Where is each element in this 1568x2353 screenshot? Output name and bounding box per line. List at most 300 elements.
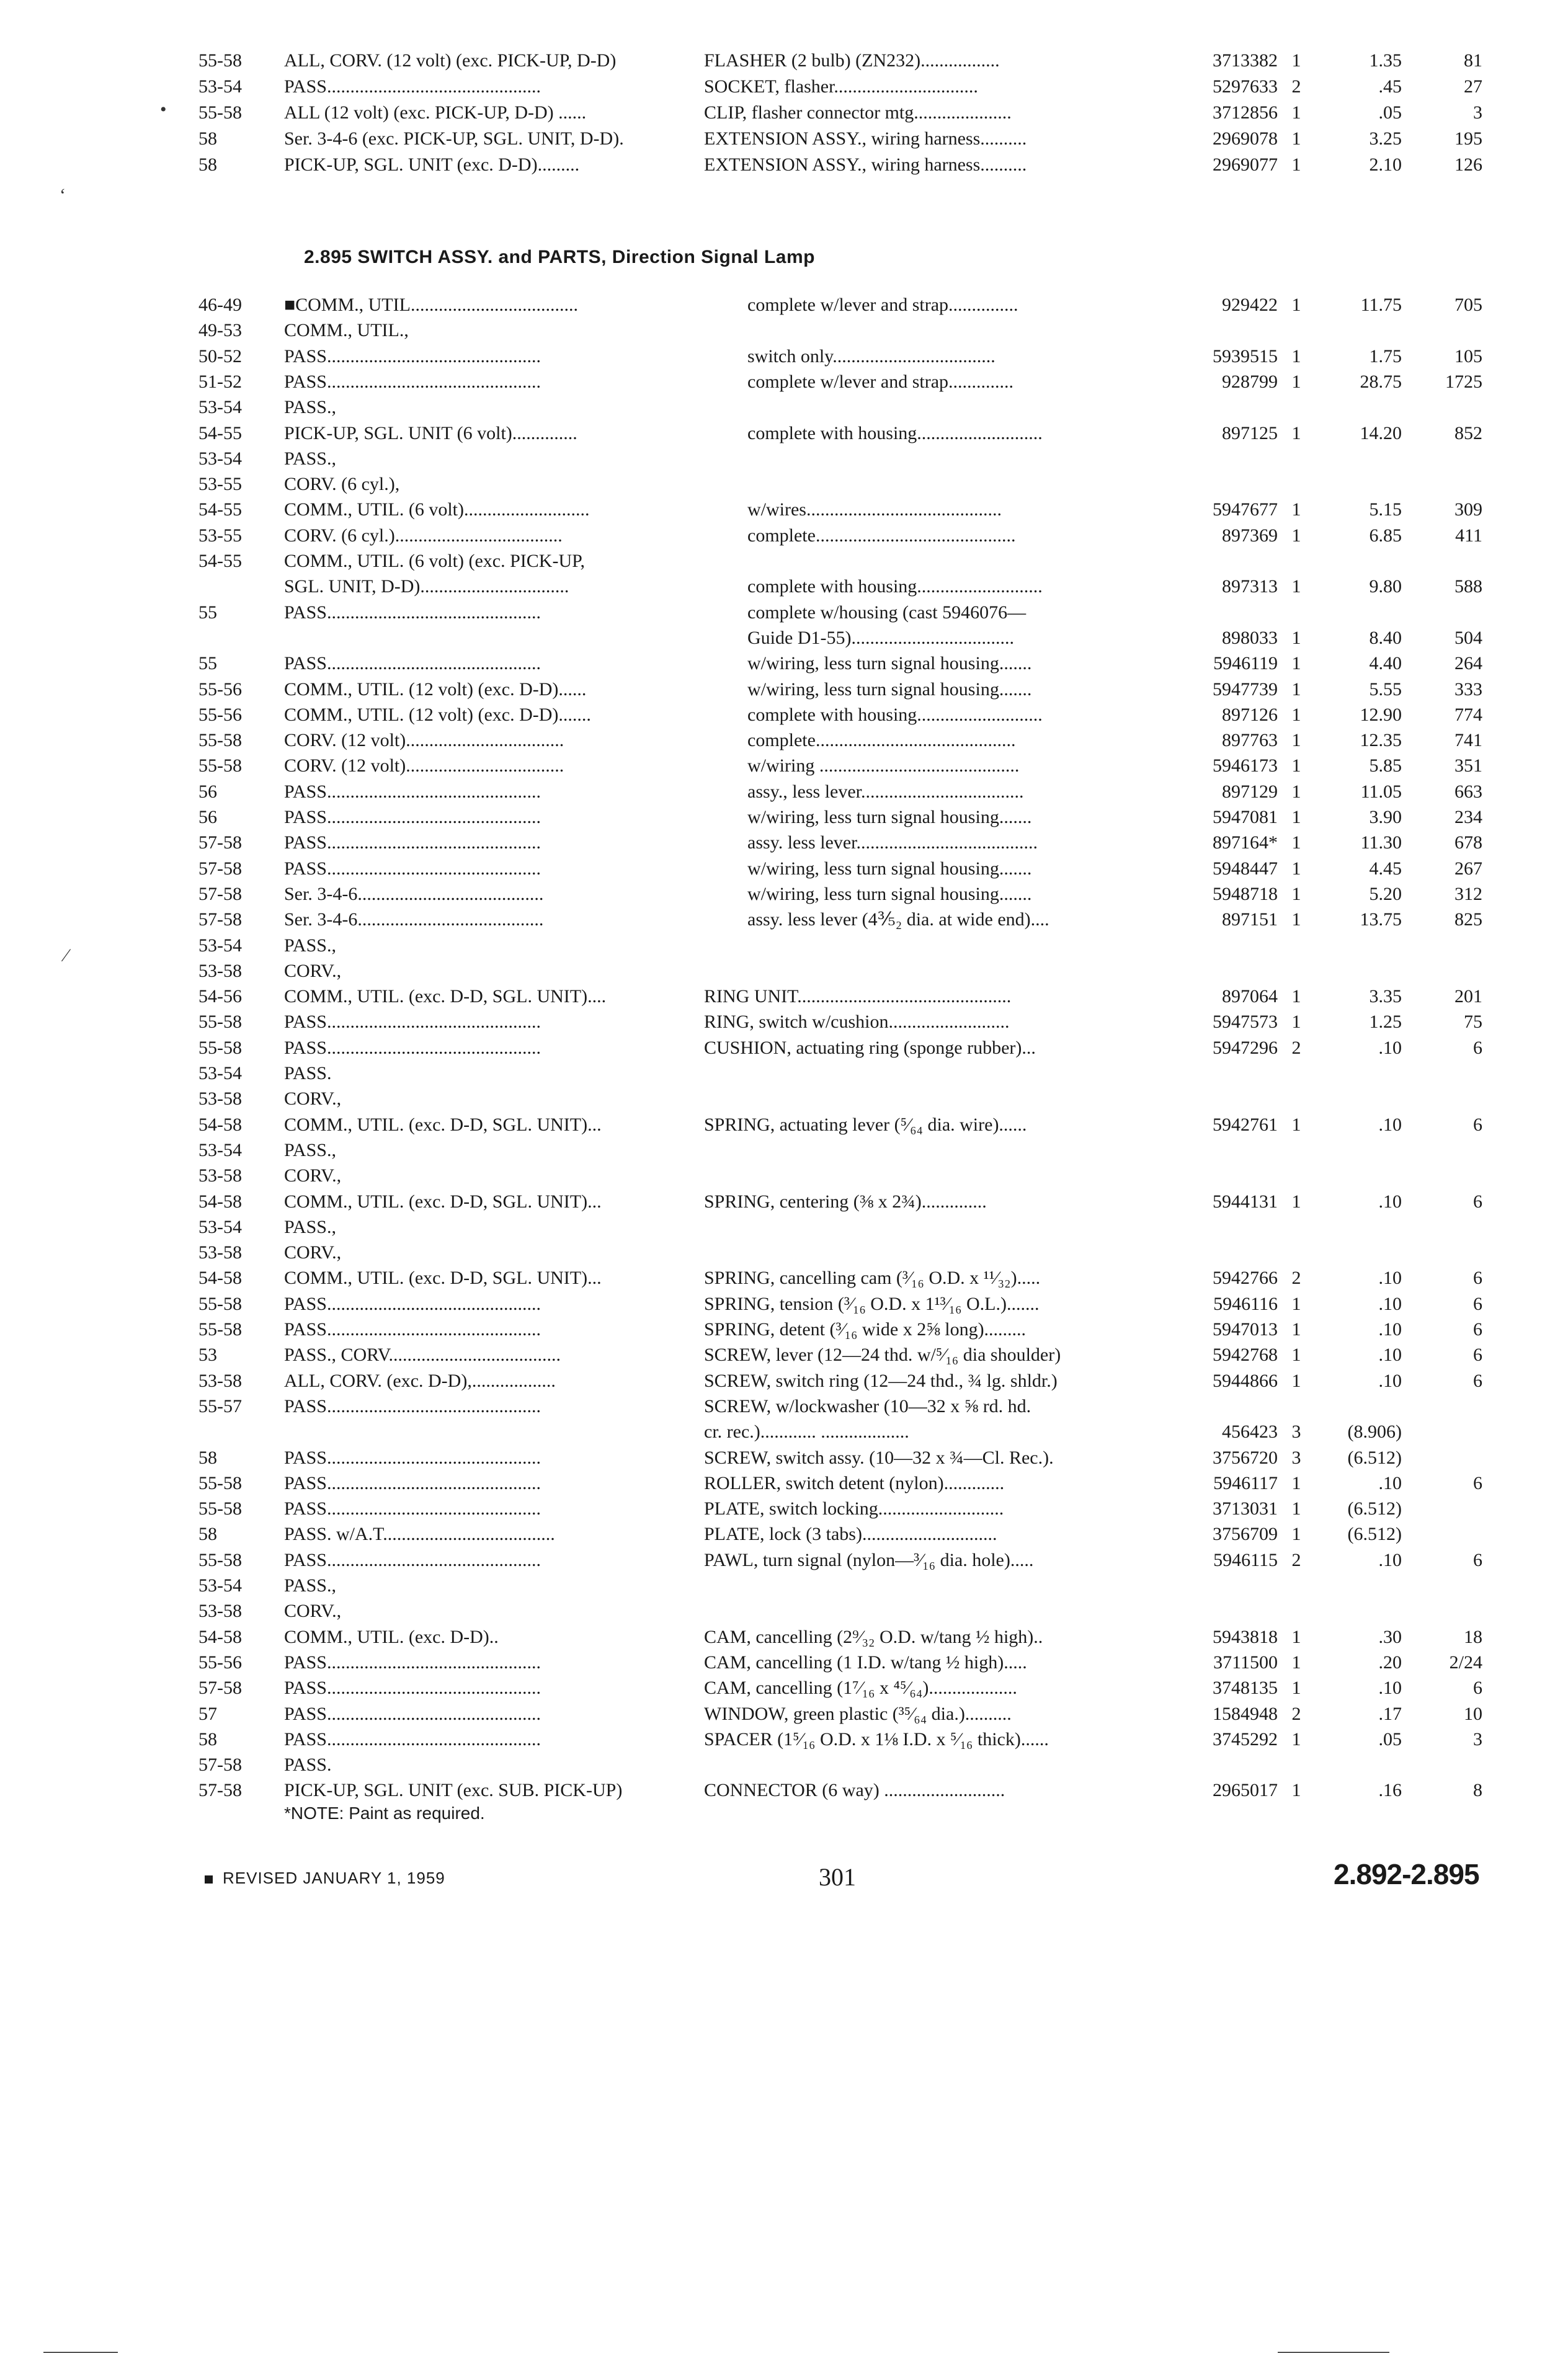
list-price-cell: 6 [1473,1549,1482,1570]
table-row [0,1446,1568,1470]
part-number-cell: 5947739 [1213,678,1278,700]
years-cell: 53-54 [198,935,242,956]
quantity-cell: 1 [1291,1498,1301,1519]
quantity-cell: 1 [1291,909,1301,930]
part-number-cell: 2965017 [1213,1780,1278,1801]
model-cell: PASS., CORV..................................... [284,1345,561,1366]
margin-tick: ʻ [60,185,66,205]
model-cell: PICK-UP, SGL. UNIT (exc. SUB. PICK-UP) [284,1780,623,1801]
model-cell: COMM., UTIL., [284,320,409,341]
model-cell: CORV., [284,960,342,981]
years-cell: 55-56 [198,1652,242,1673]
part-cell: w/wiring, less turn signal housing....... [747,883,1032,904]
list-price-cell: 18 [1464,1626,1482,1647]
years-cell: 57-58 [198,883,242,904]
table-row [0,1599,1568,1624]
model-cell: CORV., [284,1165,342,1186]
part-cell: w/wiring, less turn signal housing....... [747,678,1032,700]
table-row [0,344,1568,369]
quantity-cell: 1 [1291,653,1301,674]
table-row [0,856,1568,881]
list-price-cell: 6 [1473,1678,1482,1699]
model-cell: PASS.............................................. [284,1395,541,1417]
list-price-cell: 6 [1473,1472,1482,1493]
table-row [0,805,1568,830]
table-row [0,1548,1568,1573]
table-row [0,1650,1568,1675]
years-cell: 57 [198,1703,217,1724]
years-cell: 55-58 [198,1293,242,1314]
list-price-cell: 126 [1454,154,1482,175]
table-row [0,754,1568,778]
part-number-cell: 897064 [1222,986,1278,1007]
table-row [0,677,1568,702]
model-cell: COMM., UTIL. (6 volt) (exc. PICK-UP, [284,551,585,571]
price-cell: .10 [1378,1472,1402,1493]
quantity-cell: 2 [1291,1703,1301,1724]
quantity-cell: 1 [1291,1370,1301,1391]
quantity-cell: 1 [1291,627,1301,648]
price-cell: 2.10 [1369,154,1402,175]
part-number-cell: 5947573 [1213,1012,1278,1033]
table-row [0,74,1568,99]
quantity-cell: 1 [1291,371,1301,392]
table-row [0,100,1568,125]
years-cell: 57-58 [198,1755,242,1776]
price-cell: .10 [1378,1293,1402,1314]
part-cell: SCREW, switch assy. (10—32 x ¾—Cl. Rec.). [704,1447,1054,1468]
list-price-cell: 312 [1454,883,1482,904]
table-row [0,1190,1568,1214]
quantity-cell: 1 [1291,1191,1301,1212]
part-number-cell: 5946119 [1213,653,1278,674]
part-cell: SPRING, cancelling cam (³⁄₁₆ O.D. x ¹¹⁄₃₂)..... [704,1268,1041,1289]
years-cell: 53-58 [198,960,242,981]
years-cell: 55 [198,602,217,623]
model-cell: PASS.............................................. [284,781,541,802]
part-cell: CLIP, flasher connector mtg..................... [704,102,1012,123]
list-price-cell: 825 [1454,909,1482,930]
quantity-cell: 1 [1291,730,1301,751]
quantity-cell: 1 [1291,1114,1301,1135]
years-cell: 53-54 [198,1063,242,1083]
table-row [0,1266,1568,1291]
quantity-cell: 1 [1291,1319,1301,1340]
years-cell: 53-54 [198,397,242,418]
price-cell: .10 [1378,1037,1402,1058]
table-row [0,703,1568,727]
square-bullet-icon [205,1875,213,1884]
list-price-cell: 195 [1454,128,1482,149]
list-price-cell: 852 [1454,422,1482,443]
years-cell: 57-58 [198,909,242,930]
price-cell: .10 [1378,1678,1402,1699]
part-cell: CONNECTOR (6 way) .......................... [704,1780,1005,1801]
years-cell: 55-58 [198,1498,242,1519]
price-cell: 28.75 [1360,371,1402,392]
table-row [0,370,1568,394]
model-cell: ■COMM., UTIL.................................... [284,295,578,315]
years-cell: 57-58 [198,858,242,879]
years-cell: 55-58 [198,755,242,776]
model-cell: COMM., UTIL. (exc. D-D, SGL. UNIT)... [284,1114,602,1135]
list-price-cell: 705 [1454,295,1482,315]
years-cell: 58 [198,1447,217,1468]
quantity-cell: 2 [1291,1549,1301,1570]
price-cell: .05 [1378,102,1402,123]
list-price-cell: 588 [1454,576,1482,597]
list-price-cell: 678 [1454,832,1482,853]
price-cell: .10 [1378,1345,1402,1366]
list-price-cell: 411 [1455,525,1482,546]
table-row [0,1215,1568,1240]
price-cell: 5.55 [1369,678,1402,700]
part-cell: RING UNIT.............................................. [704,986,1012,1007]
part-cell: w/wires.......................................... [747,499,1002,520]
list-price-cell: 267 [1454,858,1482,879]
price-cell: (6.512) [1347,1498,1402,1519]
part-cell: CAM, cancelling (1 I.D. w/tang ½ high)..... [704,1652,1027,1673]
table-row [0,1702,1568,1727]
quantity-cell: 1 [1291,1728,1301,1750]
model-cell: PASS.............................................. [284,1012,541,1033]
list-price-cell: 264 [1454,653,1482,674]
table-row [0,497,1568,522]
table-row [0,48,1568,73]
table-row [0,830,1568,855]
table-row [0,318,1568,343]
price-cell: 11.30 [1360,832,1402,853]
model-cell: COMM., UTIL. (exc. D-D, SGL. UNIT)... [284,1191,602,1212]
years-cell: 55-58 [198,1319,242,1340]
model-cell: PASS.............................................. [284,1703,541,1724]
table-row [0,1625,1568,1650]
part-number-cell: 897151 [1222,909,1278,930]
table-row [0,882,1568,907]
years-cell: 55-58 [198,102,242,123]
model-cell: PASS.............................................. [284,1293,541,1314]
quantity-cell: 1 [1291,1012,1301,1033]
quantity-cell: 1 [1291,781,1301,802]
list-price-cell: 6 [1473,1037,1482,1058]
years-cell: 55-58 [198,1549,242,1570]
table-row [0,780,1568,804]
years-cell: 53-58 [198,1601,242,1622]
quantity-cell: 1 [1291,345,1301,367]
model-cell: PASS.............................................. [284,1728,541,1750]
part-cell: Guide D1-55)................................... [747,627,1014,648]
model-cell: Ser. 3-4-6........................................ [284,883,544,904]
quantity-cell: 1 [1291,499,1301,520]
part-number-cell: 5946116 [1213,1293,1278,1314]
part-number-cell: 5947296 [1213,1037,1278,1058]
price-cell: 8.40 [1369,627,1402,648]
table-row [0,1778,1568,1803]
list-price-cell: 10 [1464,1703,1482,1724]
model-cell: COMM., UTIL. (exc. D-D, SGL. UNIT)... [284,1268,602,1289]
model-cell: CORV., [284,1242,342,1263]
part-cell: assy., less lever................................... [747,781,1024,802]
model-cell: PASS.............................................. [284,1549,541,1570]
table-row [0,907,1568,932]
model-cell: PASS., [284,448,336,469]
quantity-cell: 1 [1291,1293,1301,1314]
model-cell: CORV., [284,1088,342,1110]
list-price-cell: 234 [1454,807,1482,827]
list-price-cell: 3 [1473,102,1482,123]
price-cell: (6.512) [1347,1447,1402,1468]
paint-note: *NOTE: Paint as required. [284,1804,485,1823]
years-cell: 53-58 [198,1165,242,1186]
table-row [0,574,1568,599]
table-row [0,1036,1568,1061]
model-cell: PICK-UP, SGL. UNIT (6 volt).............. [284,422,577,443]
years-cell: 53-54 [198,76,242,97]
table-row [0,1471,1568,1496]
quantity-cell: 1 [1291,422,1301,443]
quantity-cell: 1 [1291,525,1301,546]
part-number-cell: 2969078 [1213,128,1278,149]
table-row [0,959,1568,984]
table-row [0,1522,1568,1547]
table-row [0,395,1568,420]
table-row [0,728,1568,753]
list-price-cell: 6 [1473,1293,1482,1314]
table-row [0,984,1568,1009]
years-cell: 53-54 [198,1139,242,1160]
list-price-cell: 6 [1473,1191,1482,1212]
price-cell: 4.40 [1369,653,1402,674]
list-price-cell: 309 [1454,499,1482,520]
model-cell: PASS., [284,1216,336,1237]
years-cell: 58 [198,128,217,149]
years-cell: 53-54 [198,448,242,469]
model-cell: COMM., UTIL. (exc. D-D).. [284,1626,499,1647]
years-cell: 54-58 [198,1268,242,1289]
page-number: 301 [819,1863,856,1891]
model-cell: PASS. [284,1063,332,1083]
margin-tick: ⁄ [65,945,68,966]
part-cell: SPACER (1⁵⁄₁₆ O.D. x 1⅛ I.D. x ⁵⁄₁₆ thick)...... [704,1728,1049,1750]
revised-text: REVISED JANUARY 1, 1959 [223,1869,445,1887]
list-price-cell: 6 [1473,1370,1482,1391]
model-cell: CORV. (6 cyl.), [284,474,400,495]
model-cell: ALL (12 volt) (exc. PICK-UP, D-D) ...... [284,102,587,123]
table-row [0,626,1568,651]
years-cell: 57-58 [198,1678,242,1699]
price-cell: 5.15 [1369,499,1402,520]
part-number-cell: 897313 [1222,576,1278,597]
quantity-cell: 1 [1291,1524,1301,1545]
price-cell: .16 [1378,1780,1402,1801]
model-cell: PASS.............................................. [284,1678,541,1699]
table-row [0,1573,1568,1598]
part-number-cell: 2969077 [1213,154,1278,175]
part-cell: cr. rec.)............ ................... [704,1421,909,1443]
part-number-cell: 5947081 [1213,807,1278,827]
model-cell: PASS.............................................. [284,832,541,853]
table-row [0,651,1568,676]
price-cell: .10 [1378,1114,1402,1135]
quantity-cell: 1 [1291,295,1301,315]
model-cell: PASS.............................................. [284,76,541,97]
price-cell: 13.75 [1360,909,1402,930]
part-number-cell: 5946115 [1213,1549,1278,1570]
part-number-cell: 3748135 [1213,1678,1278,1699]
table-row [0,1420,1568,1444]
years-cell: 55-56 [198,678,242,700]
table-row [0,1240,1568,1265]
price-cell: 3.90 [1369,807,1402,827]
part-number-cell: 456423 [1222,1421,1278,1443]
part-number-cell: 3712856 [1213,102,1278,123]
section-heading: 2.895 SWITCH ASSY. and PARTS, Direction Signal Lamp [304,247,815,267]
years-cell: 58 [198,154,217,175]
price-cell: .10 [1378,1370,1402,1391]
years-cell: 54-55 [198,551,242,571]
quantity-cell: 1 [1291,576,1301,597]
table-row [0,1061,1568,1086]
part-number-cell: 5939515 [1213,345,1278,367]
price-cell: 11.75 [1360,295,1402,315]
list-price-cell: 333 [1454,678,1482,700]
table-row [0,1727,1568,1752]
quantity-cell: 1 [1291,807,1301,827]
price-cell: 11.05 [1360,781,1402,802]
part-number-cell: 898033 [1222,627,1278,648]
part-cell: SCREW, lever (12—24 thd. w/⁵⁄₁₆ dia shoulder) [704,1345,1061,1366]
table-row [0,293,1568,318]
price-cell: .45 [1378,76,1402,97]
price-cell: .30 [1378,1626,1402,1647]
years-cell: 55-58 [198,1037,242,1058]
model-cell: CORV., [284,1601,342,1622]
part-number-cell: 5942766 [1213,1268,1278,1289]
model-cell: PASS.............................................. [284,1447,541,1468]
part-number-cell: 5297633 [1213,76,1278,97]
price-cell: 12.35 [1360,730,1402,751]
years-cell: 54-58 [198,1114,242,1135]
years-cell: 55-57 [198,1395,242,1417]
part-number-cell: 929422 [1222,295,1278,315]
part-number-cell: 5948718 [1213,883,1278,904]
model-cell: PASS.............................................. [284,807,541,827]
quantity-cell: 1 [1291,154,1301,175]
part-number-cell: 928799 [1222,371,1278,392]
part-cell: complete........................................... [747,525,1016,546]
list-price-cell: 27 [1464,76,1482,97]
part-cell: FLASHER (2 bulb) (ZN232)................. [704,50,1000,71]
price-cell: 3.35 [1369,986,1402,1007]
years-cell: 53-58 [198,1370,242,1391]
part-cell: SPRING, tension (³⁄₁₆ O.D. x 1¹³⁄₁₆ O.L.)....... [704,1293,1040,1314]
table-row [0,1163,1568,1188]
model-cell: PASS., [284,397,336,418]
part-cell: switch only................................... [747,345,996,367]
years-cell: 53-58 [198,1242,242,1263]
part-cell: EXTENSION ASSY., wiring harness.......... [704,154,1027,175]
model-cell: PASS.............................................. [284,602,541,623]
model-cell: ALL, CORV. (exc. D-D),.................. [284,1370,556,1391]
part-cell: SCREW, w/lockwasher (10—32 x ⅝ rd. hd. [704,1395,1031,1417]
model-cell: Ser. 3-4-6 (exc. PICK-UP, SGL. UNIT, D-D). [284,128,624,149]
model-cell: PASS.............................................. [284,1319,541,1340]
list-price-cell: 3 [1473,1728,1482,1750]
quantity-cell: 1 [1291,102,1301,123]
part-cell: complete with housing........................... [747,704,1043,725]
table-row [0,1676,1568,1701]
price-cell: (8.906) [1347,1421,1402,1443]
price-cell: 14.20 [1360,422,1402,443]
years-cell: 57-58 [198,1780,242,1801]
years-cell: 58 [198,1728,217,1750]
part-cell: SCREW, switch ring (12—24 thd., ¾ lg. shldr.) [704,1370,1058,1391]
part-cell: SPRING, detent (³⁄₁₆ wide x 2⅝ long)......... [704,1319,1027,1340]
part-cell: RING, switch w/cushion.......................... [704,1012,1010,1033]
quantity-cell: 1 [1291,755,1301,776]
list-price-cell: 6 [1473,1268,1482,1289]
list-price-cell: 6 [1473,1345,1482,1366]
years-cell: 49-53 [198,320,242,341]
years-cell: 58 [198,1524,217,1545]
table-row [0,1113,1568,1137]
part-number-cell: 897126 [1222,704,1278,725]
quantity-cell: 3 [1291,1421,1301,1443]
years-cell: 55-58 [198,1472,242,1493]
model-cell: PASS.............................................. [284,653,541,674]
part-number-cell: 1584948 [1213,1703,1278,1724]
model-cell: Ser. 3-4-6........................................ [284,909,544,930]
part-cell: complete w/lever and strap.............. [747,371,1014,392]
model-cell: PASS., [284,935,336,956]
price-cell: 1.75 [1369,345,1402,367]
list-price-cell: 504 [1454,627,1482,648]
part-number-cell: 5942768 [1213,1345,1278,1366]
price-cell: .10 [1378,1191,1402,1212]
years-cell: 54-55 [198,422,242,443]
model-cell: ALL, CORV. (12 volt) (exc. PICK-UP, D-D) [284,50,617,71]
part-number-cell: 5947677 [1213,499,1278,520]
years-cell: 53-58 [198,1088,242,1110]
price-cell: 5.85 [1369,755,1402,776]
price-cell: 5.20 [1369,883,1402,904]
years-cell: 55-58 [198,50,242,71]
table-row [0,421,1568,446]
part-cell: complete........................................... [747,730,1016,751]
years-cell: 54-58 [198,1626,242,1647]
part-cell: complete with housing........................... [747,576,1043,597]
revised-date [205,1869,445,1888]
list-price-cell: 663 [1454,781,1482,802]
list-price-cell: 774 [1454,704,1482,725]
part-cell: w/wiring, less turn signal housing....... [747,653,1032,674]
model-cell: PASS. w/A.T..................................... [284,1524,555,1545]
model-cell: COMM., UTIL. (12 volt) (exc. D-D)....... [284,704,591,725]
price-cell: .10 [1378,1319,1402,1340]
list-price-cell: 75 [1464,1012,1482,1033]
table-row [0,1753,1568,1777]
part-cell: complete w/housing (cast 5946076— [747,602,1027,623]
list-price-cell: 351 [1454,755,1482,776]
part-cell: CAM, cancelling (2⁹⁄₃₂ O.D. w/tang ½ high).. [704,1626,1043,1647]
model-cell: PICK-UP, SGL. UNIT (exc. D-D)......... [284,154,580,175]
part-cell: w/wiring ........................................... [747,755,1020,776]
years-cell: 54-58 [198,1191,242,1212]
quantity-cell: 1 [1291,1678,1301,1699]
part-number-cell: 3756720 [1213,1447,1278,1468]
model-cell: PASS.............................................. [284,371,541,392]
price-cell: .20 [1378,1652,1402,1673]
